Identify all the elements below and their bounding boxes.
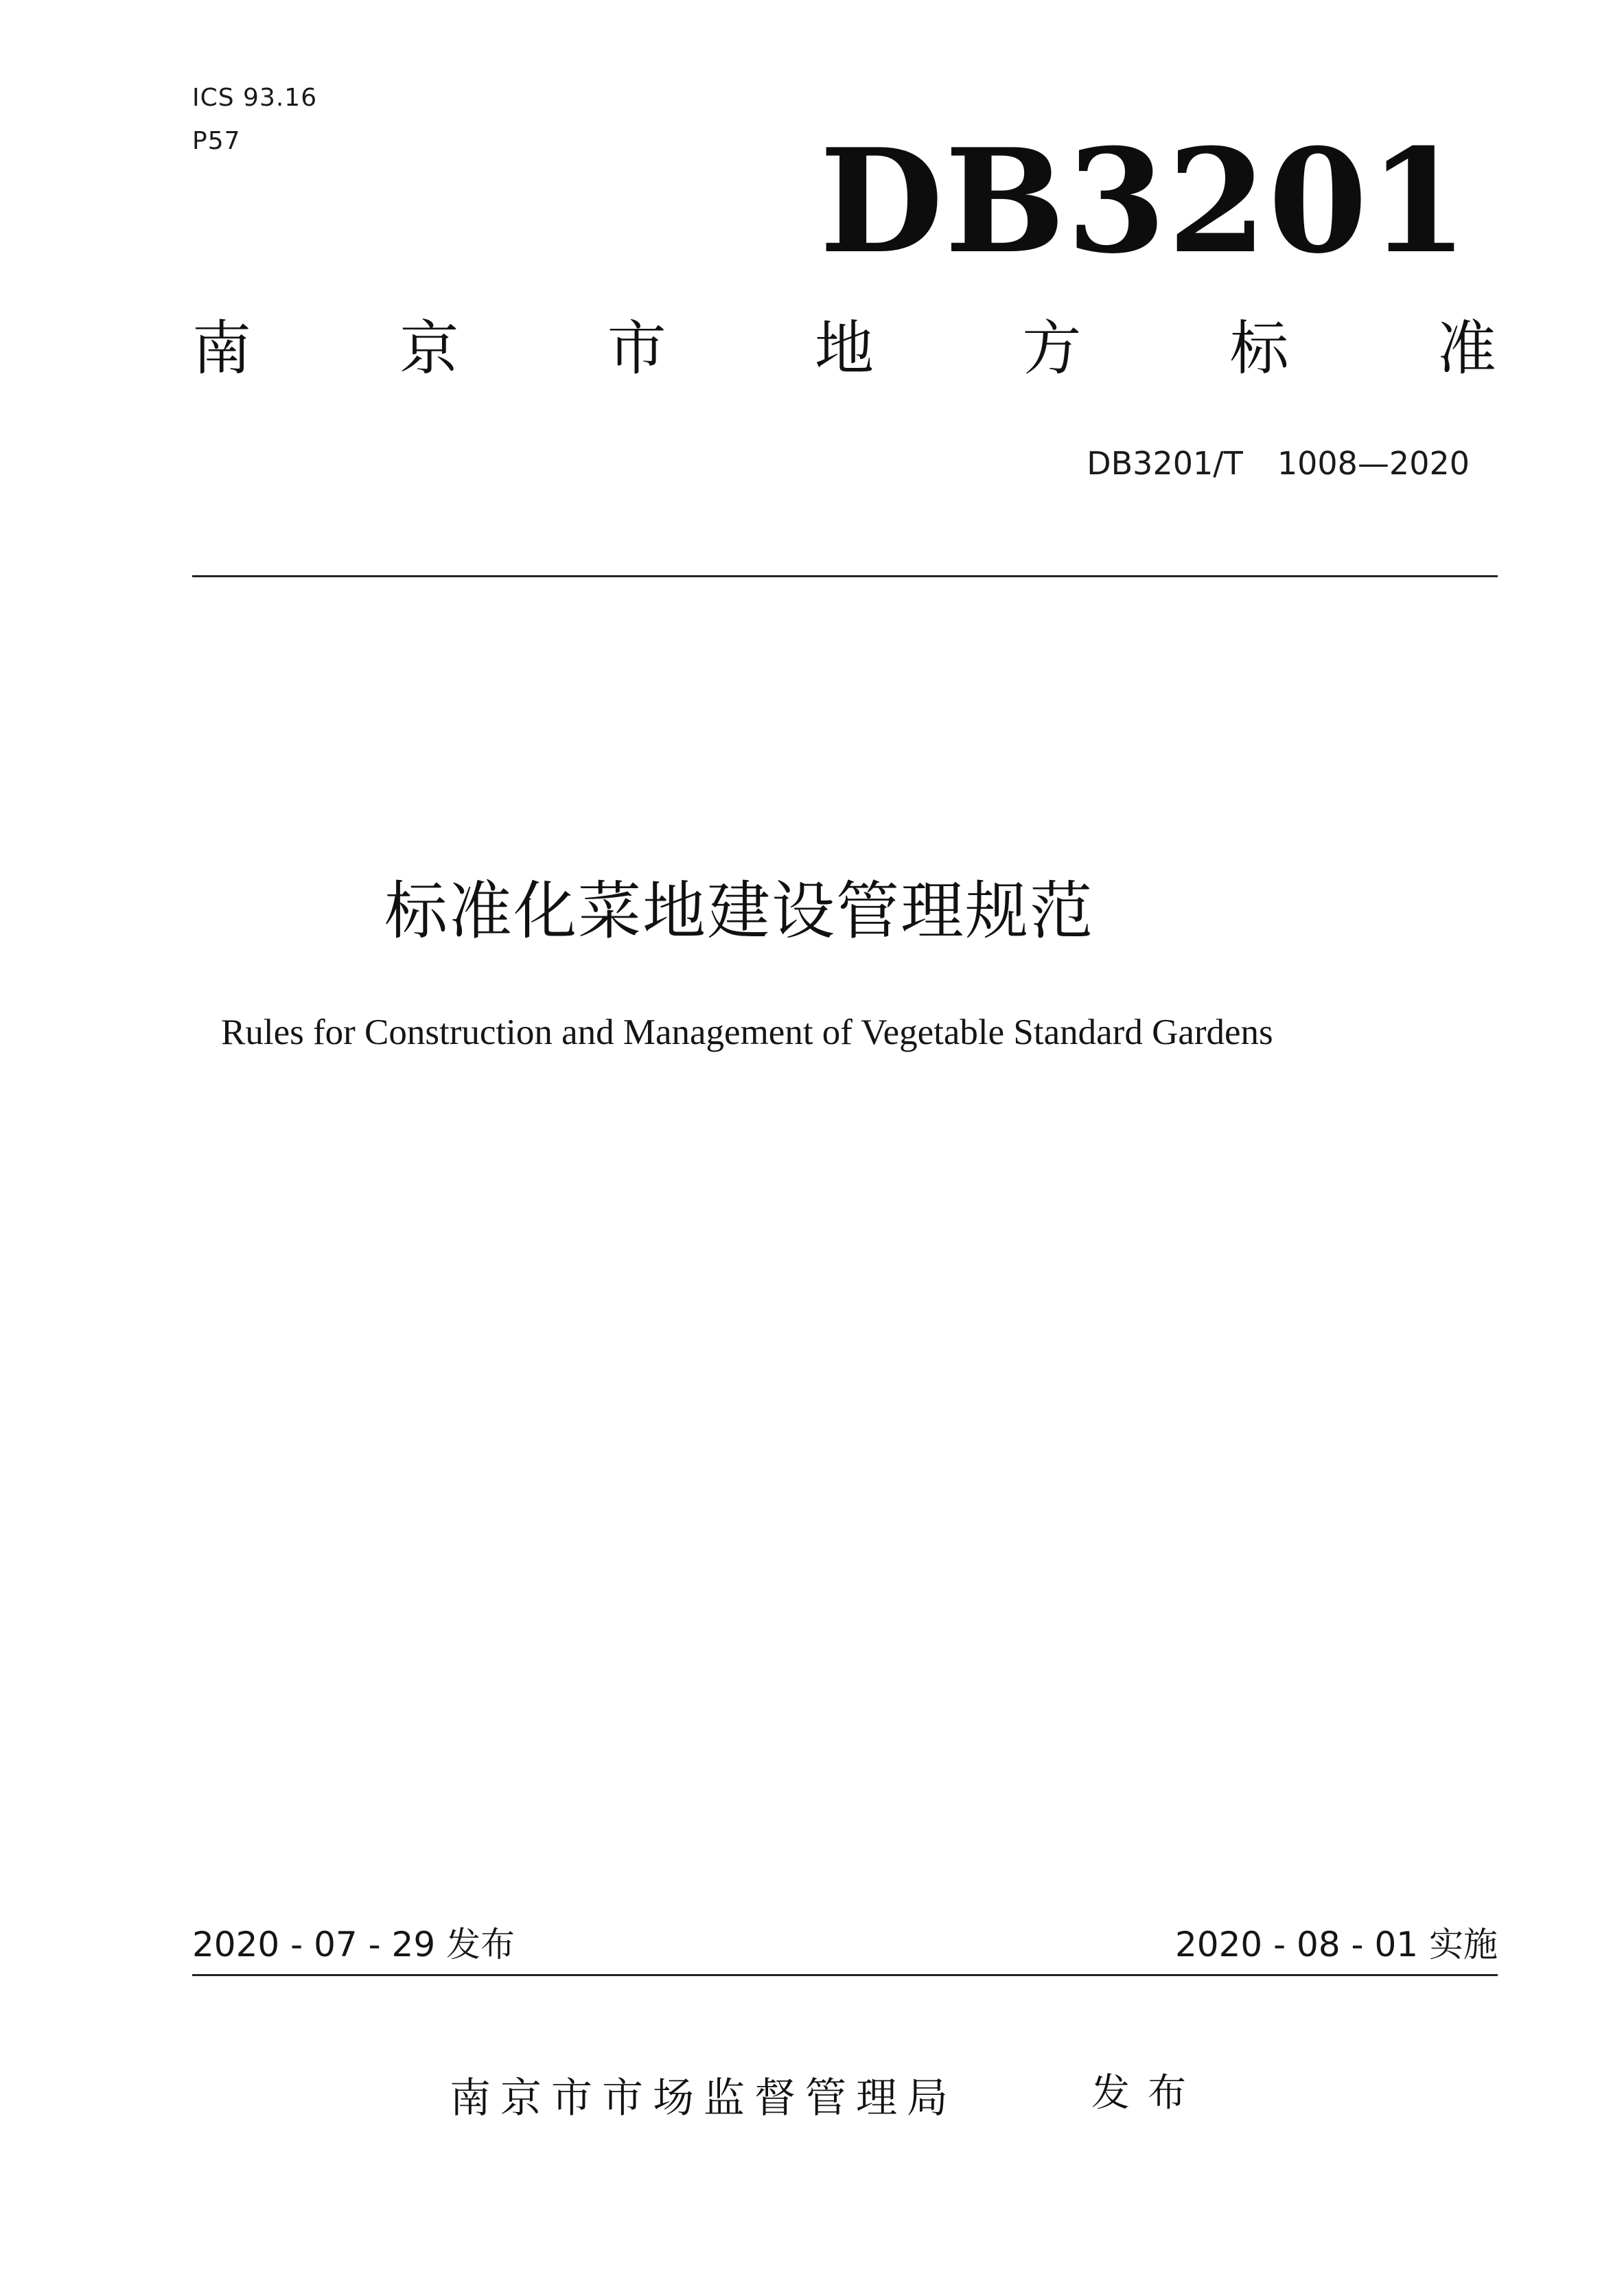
bottom-divider <box>192 1974 1498 1976</box>
title-english: Rules for Construction and Management of Vegetable Standard Gardens <box>221 1012 1273 1052</box>
standard-type-char: 南 <box>192 314 251 383</box>
standard-number-prefix: DB3201/T <box>1087 445 1243 482</box>
implementation-date: 2020 - 08 - 01 实施 <box>1174 1925 1498 1964</box>
title-chinese: 标准化菜地建设管理规范 <box>384 874 1095 948</box>
publisher-name: 南京市市场监督管理局 <box>450 2074 958 2122</box>
publish-label: 发布 <box>1091 2071 1204 2115</box>
ccs-code: P57 <box>192 127 241 155</box>
ics-code: ICS 93.16 <box>192 84 318 112</box>
standard-type-heading <box>192 314 1496 383</box>
standard-type-char: 地 <box>814 314 874 383</box>
top-divider <box>192 575 1498 577</box>
standard-type-char: 京 <box>399 314 459 383</box>
standard-number-value: 1008—2020 <box>1277 445 1470 482</box>
standard-type-char: 标 <box>1229 314 1289 383</box>
standard-number <box>1087 445 1470 482</box>
standard-type-char: 准 <box>1437 314 1496 383</box>
standard-type-char: 市 <box>607 314 666 383</box>
db-code-heading: DB3201 <box>819 118 1470 286</box>
issue-date: 2020 - 07 - 29 发布 <box>192 1925 515 1964</box>
standard-type-char: 方 <box>1022 314 1082 383</box>
